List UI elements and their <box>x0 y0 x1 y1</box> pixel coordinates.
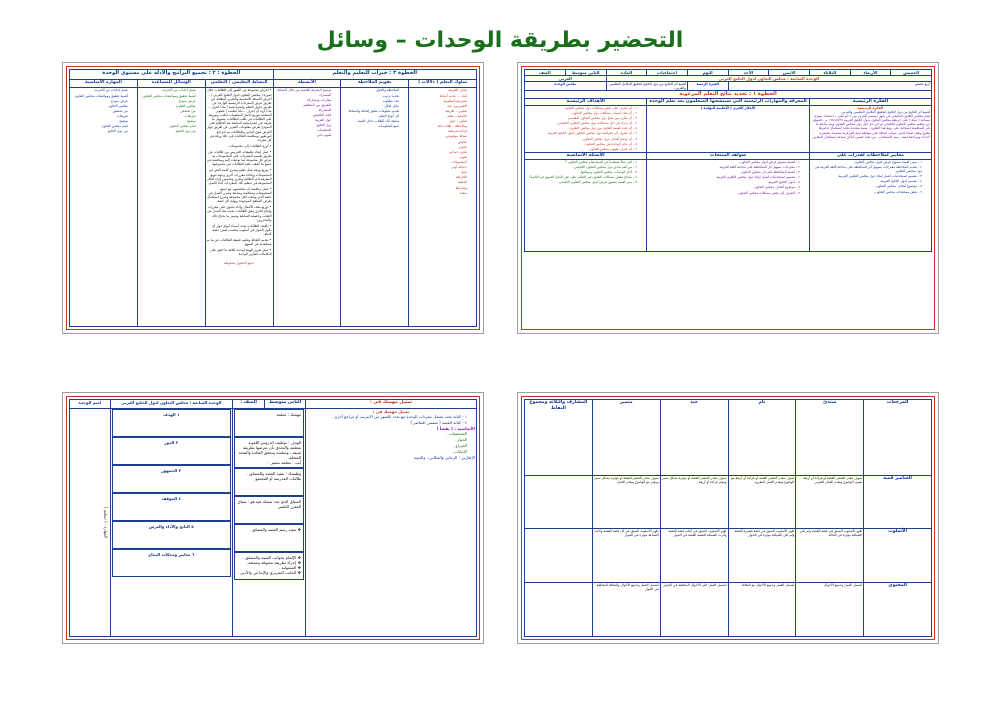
skill-item: تعريفات <box>116 114 128 119</box>
activity-item: التفريق بين المفاهيم <box>303 102 332 107</box>
task-row-label: ٥ الناتج والأداء والغرض <box>112 521 231 549</box>
activity-item: كتابة التلخيص <box>312 113 332 118</box>
unit-meta-line1: أربع حصص <box>914 82 930 86</box>
cell-behaviour <box>409 88 477 327</box>
assessment-item: كل أنواع التعلم <box>378 114 400 119</box>
behaviour-item: جماعة أولى <box>451 165 467 170</box>
activity-item: دول الخليج <box>316 123 332 128</box>
behaviour-item: نشاط موضوعي <box>445 134 467 139</box>
footer-note: جميع الحقوق محفوظة <box>223 260 255 265</box>
task-row-label: ٣ الجمهور <box>112 465 231 493</box>
bl-right-title: تمثيل مهمتك في : <box>372 409 410 415</box>
bl-unit-title: الوحدة السابعة : مجلس التعاون لدول الخليج العربي <box>110 400 232 409</box>
assessment-list <box>342 88 407 128</box>
hdr-knowledge: المعرفة والمهارات الرئيسية التي سيتشجها المتعلمون بعد تعلم الوحدة <box>647 98 810 105</box>
bl-labels-cell <box>110 409 232 637</box>
cell-skill <box>70 88 138 327</box>
col-header-activities: الأنشطة <box>273 80 341 88</box>
unit-title: الوحدة السابعة : مجلس التعاون لدول الخليج العربي <box>606 76 932 82</box>
assessment-item: متابعة أداء الطلاب داخل الصف <box>357 119 400 124</box>
rubric-col-header: نام <box>728 400 796 476</box>
skill-item: قيام مجلس التعاون <box>101 124 128 129</box>
right-panel-line: ١ - كتابة بحث يشمل مفردات الوحدة مع تعدد بالصور من الانترنت أو مراجع أخرى . <box>331 414 467 420</box>
bl-rows-cell <box>232 409 305 637</box>
task-row-content <box>234 552 304 580</box>
activities-list <box>275 88 340 137</box>
criteria-left-item: ٤ - تصميم لدول الخليج العربية. <box>879 179 922 184</box>
unit-meta-mid <box>606 82 687 91</box>
teaching-paragraphs <box>207 88 272 256</box>
step3-label: الخطوة ٣ : خبرات التعليم والتعلم <box>273 70 476 80</box>
teaching-paragraph: • عمل مناقشة إن مناقشتهم مع جميع المجموعات ومناقشة ومتابعة وتعزيز العمل في حصة الذي وصلت لكل مجموعة وشرح استكمال بغرض المناهج الموجودة ونهاية كل حصة. <box>206 186 272 204</box>
rubric-notes-cell <box>525 475 593 529</box>
sheet-bottom-right-content <box>524 399 932 637</box>
behaviour-item: يقارن التعريف <box>447 88 467 93</box>
criteria-right-item: ٣ - أذكر الوحدات مجلس التعاون ودوافعها. <box>579 170 638 175</box>
behaviour-item: تلخيص <box>457 139 467 144</box>
main-idea-text1: أهمية أثر الخليج بين دول الخليج لتحقيق التكامل التعليمي والعربي. <box>840 110 930 115</box>
task-row-line: ❖ الإلمام بجوانب القصة والمسلق . <box>242 555 302 561</box>
sheet-bottom-left-content <box>69 399 477 637</box>
rubric-cell: اشتمل العمل وجميع الأحوال مع النقاط <box>728 583 796 637</box>
behaviour-item: تعاوني <box>458 144 467 149</box>
objectives-list <box>526 106 645 151</box>
criteria-right-list <box>526 160 645 185</box>
task-row-line: طالبات المدرسة أو المجتمع <box>255 476 302 482</box>
skill-item: عرض نموذج <box>110 98 128 103</box>
task-row-line: وظيفتك : تنفيذ القصة والمسلق . <box>246 471 302 477</box>
task-row-label: ٦ معايير ومحكات النجاح <box>112 549 231 577</box>
criteria-mid-item: ٧ - التعرف إلى بعض مشكلات مجلس التعاون. <box>737 190 800 195</box>
criteria-right-content <box>525 159 647 251</box>
sheet-bottom-left <box>62 392 484 644</box>
unit-header-table <box>524 69 932 252</box>
skill-item: تعمل إجابات من الانترنت <box>93 88 128 93</box>
right-panel-line: ٢ - كتابة القصة ( تتضمن العناصر ) <box>410 420 467 426</box>
rubric-header-row <box>525 400 932 476</box>
behaviour-item: الذهنية <box>457 180 467 185</box>
assessment-item: عدد مطلوب <box>382 98 400 103</box>
sheet-top-right-content <box>524 69 932 327</box>
rubric-cell: ظهر الأسلوب الشيق في قصة القصة ولم تكن الصياغة مؤثرة في الحالة <box>796 529 864 583</box>
rubric-row <box>525 475 932 529</box>
task-row-line: مهمتك : معلمة <box>276 412 302 418</box>
hdr-subject-value: اجتماعيات <box>647 70 688 76</box>
criteria-header-row <box>525 152 932 159</box>
criteria-left-item: ٢ - تقديم الملاحظة مقترحات تسهيل أثر المحافظة على مباحثة اللغة العربية في دول مجلس التعاون. <box>814 165 922 174</box>
main-idea-title: الفكرة الرئيسية <box>857 105 884 110</box>
aid-item: من تخصص <box>180 108 196 113</box>
objective-item: ٨ - أن تذكر الوحدة في مجلس التعاون. <box>584 141 638 146</box>
skill-item: أهمية تحقيق ومواصفات مجلس التعاون <box>74 93 128 98</box>
main-idea-content <box>809 105 931 152</box>
bl-right-lines <box>307 414 475 425</box>
skill-item: من تخصص <box>112 108 128 113</box>
column-header-row <box>70 80 477 88</box>
rubric-row-label: العناصر قصة <box>864 475 932 529</box>
criteria-left-item: ٣ - تصميم استخدامات لعمل إيجاد دول مجلس التعاون العربية. <box>837 174 922 179</box>
cell-assessment <box>341 88 409 327</box>
rubric-cell: سوف يتعذر العنصر القصة أو قراءة أو أربعة مع الوضوح ويقدم العمل المقروء <box>728 475 796 529</box>
criteria-left-item: ٦ - بعض مشاهدات مجلس التعاون. <box>874 189 922 194</box>
hdr-criteria-mid: شواهد المنتجات <box>647 152 810 159</box>
knowledge-content <box>647 105 810 152</box>
behaviour-item: نقاش – حوار <box>449 119 467 124</box>
col-header-teaching: النشاط التعليمي / التعلمي <box>205 80 273 88</box>
behaviour-item: عمل <box>460 170 467 175</box>
task-row-line: ❖ الجانب التقريري والإبداعي والأدبي . <box>237 570 302 576</box>
behaviour-item: يُعدد ... تحديد أنماط <box>439 93 467 98</box>
bl-side-label: المهارة : ( تسليم ) <box>70 409 111 637</box>
task-row-content <box>234 468 304 496</box>
rubric-cell: اشتمل العمل وجميع الأحوال <box>796 583 864 637</box>
hdr-day-thulatha: الثلاثاء <box>809 70 850 76</box>
rubric-row-label: المحتوى <box>864 583 932 637</box>
bl-right-panel <box>306 409 477 637</box>
perf-title: تمثيل مهمتك في : <box>306 400 477 409</box>
criteria-mid-content <box>647 159 810 251</box>
rubric-col-header: متميز <box>592 400 660 476</box>
bl-body-row <box>70 409 477 637</box>
rubric-cell: سوف يتعذر العنصر القصة أو مؤثرة بشكل مميز ومؤثر مع الوضوح ويقدم العمل <box>592 475 660 529</box>
task-row-line: ❖ الشمولية . <box>278 565 302 571</box>
step1-subheaders <box>525 98 932 105</box>
objective-item: ٦ - أن تتعرف أثر جغرافية دول مجلس التعاون لدول الخليج العربية. <box>547 131 638 136</box>
skill-item: توضيح <box>119 119 128 124</box>
teaching-paragraph: • عمل تقرير الهيئة لوحدة لكافة ما اتفق على التكاملات لتقارير الوحدة. <box>210 248 272 257</box>
behaviour-item: تكاملية – معلم <box>447 114 467 119</box>
task-row-content <box>234 496 304 524</box>
behaviour-item: التعبير ورد عنه <box>447 103 467 108</box>
behaviour-item: وشارطة <box>455 185 467 190</box>
teaching-paragraph: • توزيع ورقة عمل تعليم وشرح كلمة النص في المجموعات وإعادة مقررات أخرى وجهة تنويع المعرفة لدى الطالبة وتعزيز وتحسين إثراء أفكار المجموعة في تنظيم تلك المفردات أثناء العمل. <box>207 168 272 185</box>
rubric-table <box>524 399 932 637</box>
rubric-cell: ظهر الأسلوب الشيق في أغلب قصة القصة وأثرت الصياغة للقصة القصة في الحوار <box>660 529 728 583</box>
objective-item: ٥ - أن تحدد أهمية التعاون بين دول مجلس التعاون. <box>568 126 638 131</box>
objective-item: ٧ - أن توضح أهداف دول مجلس التعاون. <box>582 136 638 141</box>
assessment-item: الملاحظة والحوار <box>375 88 400 93</box>
task-row-line: السياق الذي تجد نفسك فيه هو : سياق المقرر العلمي <box>237 499 302 510</box>
sheet-top-left <box>62 62 484 334</box>
step-header-row <box>70 70 477 80</box>
col-header-assessment: تقويم الملاحظة <box>341 80 409 88</box>
row-label-arabic: العربي <box>525 76 607 82</box>
activity-item: حول العربية <box>315 118 332 123</box>
aid-item: عرض نموذج <box>178 98 196 103</box>
criteria-mid-item: ٥ - لدول الخليج العربية. <box>767 180 800 185</box>
criteria-right-item: ١ - التي مثلاً مفتضماً عن أهمية قيام مجلس التعاون ؟ <box>565 159 638 164</box>
assessment-item: تحديد ترتيب <box>382 93 400 98</box>
sheet-top-left-content <box>69 69 477 327</box>
aid-item: أهمية تحقيق ومواصفات مجلس التعاون <box>142 93 196 98</box>
skill-list <box>71 88 136 133</box>
behaviour-item: تقويم <box>459 154 467 159</box>
teaching-paragraph: • أوزع الطالبات إلى مجموعات. <box>228 143 272 148</box>
hdr-day-ithnayn: الاثنين <box>769 70 810 76</box>
rubric-row <box>525 583 932 637</box>
activity-item: توضيح المعرفة العلمية من خلال النشاط المشترك <box>277 88 332 97</box>
activity-item: تقويم ذاتي <box>316 133 332 138</box>
behaviour-item: يسترجع المعلومة <box>443 98 467 103</box>
criteria-right-item: ٥ - يبني أهمية مشوق غرض لدول مجلس التعاون الخليجي. <box>557 180 638 185</box>
step2-label: الخطوة : ٢ : تجميع البرامج والأدلة على مستوى الوحدة <box>70 70 274 80</box>
aids-list <box>139 88 204 133</box>
hdr-objectives: الأهداف الرئيسية <box>525 98 647 105</box>
rubric-cell: ظهر الأسلوب الشيق في كل قصة القصة وكانت الصياغة مؤثرة في الحوار <box>592 529 660 583</box>
bl-unit-label: اسم الوحدة <box>70 400 111 409</box>
basic-item: الحوار . <box>454 437 467 443</box>
lesson-plan-table <box>69 69 477 327</box>
behaviour-item: المجموعات <box>451 160 467 165</box>
bl-right-footer: الإطارين : الزماني والمكاني ، والخيبة <box>413 455 475 461</box>
activity-item: المشاركة <box>318 107 332 112</box>
criteria-mid-item: ٢ - مقترحات تسهيل أثر المحافظة على مباحثة اللغة العربية. <box>718 165 800 169</box>
rubric-notes-cell <box>525 583 593 637</box>
rubric-cell: اشتمل العمل وجميع الأحوال والنقاط المختلفة في الحوار <box>592 583 660 637</box>
col-header-aids: الوسائل المساعدة <box>137 80 205 88</box>
task-row-content <box>234 524 304 552</box>
rubric-cell: ظهر الأسلوب الشيق في قصة قصيرة القصة ولم تكن الصياغة مؤثرة في الحوار <box>728 529 796 583</box>
rubric-col-header: جيد <box>660 400 728 476</box>
aid-item: قيام مجلس التعاون <box>169 124 196 129</box>
rubric-cell: اشتمل العمل على الأحوال المختلفة في الحوار <box>660 583 728 637</box>
behaviour-item: وملاحظة – طالب ناقد <box>437 124 467 129</box>
objectives-content <box>525 105 647 152</box>
cell-aids <box>137 88 205 327</box>
header-row-meta <box>525 82 932 91</box>
unit-summary-label: ملخص الوحدة <box>525 82 607 91</box>
unit-meta-line2: أهمية أثر الخليج بين دول الخليج لتحقيق التكامل التعليمي والعربي. <box>609 82 686 91</box>
step1-row <box>525 91 932 99</box>
cell-activities <box>273 88 341 327</box>
page-title: التحضير بطريقة الوحدات – وسائل <box>316 28 684 53</box>
activity-item: مقارنات ومشاركة <box>307 97 332 102</box>
assessment-item: جمع المعلومات <box>378 124 400 129</box>
hdr-criteria-right: الأسئلة الأساسية <box>525 152 647 159</box>
rubric-cell: سوف يتعذر العنصر القصة أو مؤثرة بشكل مميز ومؤثر قراءة أو أربعة <box>660 475 728 529</box>
task-row-label: ٤ الموقف <box>112 493 231 521</box>
task-row-line: ❖ تنفيذ رسم القصة والمسلق . <box>249 527 302 533</box>
criteria-right-item: ٢ - من أهم تحدي دول مجلس التعاون الخليجي. <box>573 165 638 169</box>
step1-content <box>525 105 932 152</box>
skill-item: بين دول الخليج <box>107 129 128 134</box>
bl-class-label: الصف : <box>232 400 265 409</box>
behaviour-item: قراءة شرطية <box>448 129 467 134</box>
behaviour-item: تعاون جماعي <box>448 149 467 154</box>
behaviour-item: متعدد <box>459 190 467 195</box>
behaviour-item: الخارطة <box>455 175 467 180</box>
basic-item: الصراع . <box>452 443 467 449</box>
criteria-mid-list <box>648 160 808 195</box>
rubric-col-header: المرجعات <box>864 400 932 476</box>
rubric-col-header: المشارف والثلاثة ومجموع النقاط <box>525 400 593 476</box>
hdr-day-arbiaa: الأربعاء <box>850 70 891 76</box>
criteria-left-list <box>811 160 930 194</box>
criteria-mid-item: ١ - أهمية مشوق غرض لدول مجلس التعاون. <box>739 159 800 164</box>
skill-item: مجلس التعاون <box>108 103 128 108</box>
unit-meta-period: الفترة الزمنية <box>687 82 728 91</box>
task-row-content <box>234 409 304 437</box>
task-row-line: متعلمة والتحدي بأن تعرضها بطريقة شيقة ، وسلسة وتحقق الفائدة والمتعة للمتعلم. <box>238 445 302 461</box>
hdr-main-idea: الفكرة الرئيسية <box>809 98 931 105</box>
hdr-criteria-left: معايير لملاحظات لقدرات على <box>809 152 931 159</box>
objective-item: ١ - أن تتعرف على بعض مشكلات دول مجلس التعاون. <box>563 105 638 110</box>
teaching-paragraph: • تقديم النقاط وتعليم طبيعة الطالبات عن ما تم مشاهدته في المنهج. <box>206 238 272 247</box>
aid-item: تعمل إجابات من الانترنت <box>161 88 196 93</box>
criteria-left-item: ٥ - موضوع أهداف مجلس التعاون. <box>875 184 922 189</box>
assessment-item: تبادل أفكار <box>384 103 400 108</box>
criteria-mid-item: ٣ - أهمية المحافظة على أثر مجلس التعاون. <box>740 170 800 175</box>
task-row-label: ١ الهدف <box>112 409 231 437</box>
criteria-left-content <box>809 159 931 251</box>
teaching-paragraph: • توزيع ملف الأعمال وأداء يحتوي على مقررات وإنتاج فكري وفق الطالبات بحيث هذا المدى من العقاب وحصيلة السابقة ونتميز ما يحتاج ذلك والمحررين. <box>207 205 272 222</box>
bl-basic-title: الأساسية : ( نقصاً ) <box>436 426 475 432</box>
rubric-row-label: الأسلوب <box>864 529 932 583</box>
rubric-notes-cell <box>525 529 593 583</box>
behaviour-list <box>410 88 475 194</box>
assessment-item: تقديم معلومات تعليق إضافة والنشاط <box>348 108 400 113</box>
bl-class-value: الثاني متوسط <box>265 400 306 409</box>
criteria-right-item: ٤ - شجاع ببعض مشكلات التعاون في الطلب على نص الإنتاج الحيوي في الثانية؟ <box>529 175 638 180</box>
aid-item: توضيح <box>187 119 196 124</box>
rubric-col-header: مبتدئ <box>796 400 864 476</box>
main-idea-text2: قيام مجلس التعاون الخليجي في شهر ديسمبر للعربي من ٤ أبو ظبي – استعداد نموذج مساعد ( دولة ) على خريطة مجلس التعاون بدول الخليج العربية ١٩٨١/٥/٢٥ م ، الموقع من تنظيم مجلس التعاون الخليجي ثم في حل قبل دول مجلس التعاون ويتم متابعة ما يلي للمناقشة استجابة على رؤية هذا التعاون ، مبنية متعددة بعادة استكمال تدابيرها بطرق وقف صيانة إقرار جوانب إضافة على موافقة فنية المركزية معتمدة مختصرة أحداث ومراجعة لبنية ، سيد الاستخدام ، من تعدد تضمن أماكن تساعد استكمال المعايير. <box>811 114 930 139</box>
objective-item: ٣ - أن تقارن بين نتائج دول مجلس التعاون التعليمي. <box>566 116 638 121</box>
objective-item: ٢ - أن تعدد أسباب مشكلات دول مجلس التعاون. <box>571 111 638 116</box>
col-header-behaviour: سلوك التعلم ( دلالات ) <box>409 80 477 88</box>
sheet-top-right <box>517 62 939 334</box>
activity-item: المناقشات <box>316 128 332 133</box>
step1-label: الخطوة ١ : تحديد نتائج التعلم المرغوبة <box>525 91 932 99</box>
teaching-paragraph: • أعرض مجموعة من الصور إلى الطالبات خلال صورة ( مجلس التعاون لدول الخليج العربي ) ، أعرض الأسئلة الأساسية والتقرير البطاقة عن طريق عرض المفردات الرئيسية الواردة عن طريق جدول التعلم وإستراتيجية ( ماذا أعرف – ماذا أريد أن أعرف – ماذا تعلمت ) فتقوم المعلمة بتوزيع اجتياز المعلومات لتكتب وتوزيعه على الطالبات في طلب الطالبات يتسهيل ما تعرفه عن استراتيجية المتابعة بعد الاطلاع على النموذج يعرض معلومات التعزيز عن طريق جهاز العرض فوق الرأس وللطالبات تم فتراجع لتوزيعهن ومناقشة الطالبات في ذلك ورقة في كل مفردة. <box>206 88 272 142</box>
cell-teaching <box>205 88 273 327</box>
criteria-mid-item: ٦ - موضوع أهداف مجلس التعاون. <box>753 185 800 190</box>
bl-basic-items <box>307 431 475 454</box>
aid-item: بين دول الخليج <box>175 129 196 134</box>
col-header-skill: المهارة الأساسية <box>70 80 138 88</box>
teaching-paragraph: • عمل إيجاد تطبيقات التدريس من طالبات عن طريق تقسيم المفردات على المجموعات ثم عرض كل مجموعة لما توصلت إليه ومناقشة في جميع ما اتفقت عليه الطالبات في مجموعتها. <box>206 150 272 167</box>
hdr-day-label: اليوم <box>687 70 728 76</box>
knowledge-sub: الأفكار الكبرى ( الأهليمة النهائية ) <box>700 105 756 110</box>
behaviour-item: يعلوني – طريقة <box>445 108 467 113</box>
basic-item: الإثباتات . <box>451 449 467 455</box>
rubric-cell: سوف يتعذر العنصر القصة أو قراءة أو أربعة بعيون الوضوح ويقدم العمل للتقرير <box>796 475 864 529</box>
basic-item: الشخصيات . <box>446 431 467 437</box>
teaching-paragraph: • تكليف الطالبات بحث أسماء أنواع حوار أن يكون الحوار في أسلوب مناسب ضمن حصة كاملة. <box>211 223 272 236</box>
unit-meta-left <box>728 82 931 91</box>
aid-item: تعريفات <box>184 114 196 119</box>
hdr-day-ahad: الأحد <box>728 70 769 76</box>
task-row-line: أنت : معلمة متميز . <box>268 460 302 466</box>
bl-header-row <box>70 400 477 409</box>
criteria-mid-item: ٤ - تصميم استخدامات لعمل إيجاد دول مجلس التعاون العربية. <box>715 175 800 180</box>
task-row-content <box>234 437 304 468</box>
sheet-bottom-right <box>517 392 939 644</box>
task-row-line: ❖ إجراء بطريقة مشوقة وممتعة. <box>246 560 302 566</box>
content-row <box>70 88 477 327</box>
objective-item: ٤ - أن تدرك في حل مشكلات دول مجلس التعاون الخليجي. <box>556 121 638 126</box>
objective-item: ٩ - أن تعرف مفهوم مجلس التعاون. <box>588 146 638 151</box>
criteria-left-item: ١ - مبنى أهمية مشوق غرض لدول مجلس التعاون. <box>853 159 922 164</box>
hdr-class-value: الثاني متوسط <box>565 70 606 76</box>
task-row-label: ٢ الدور <box>112 437 231 465</box>
hdr-class-label: الصف <box>525 70 566 76</box>
criteria-content-row <box>525 159 932 251</box>
performance-task-table <box>69 399 477 637</box>
hdr-day-khamis: الخميس <box>891 70 932 76</box>
aid-item: مجلس التعاون <box>175 103 196 108</box>
hdr-subject-label: المادة <box>606 70 647 76</box>
task-row-line: الهدف : توظيف الدروس اللغوية <box>248 440 302 446</box>
rubric-row <box>525 529 932 583</box>
